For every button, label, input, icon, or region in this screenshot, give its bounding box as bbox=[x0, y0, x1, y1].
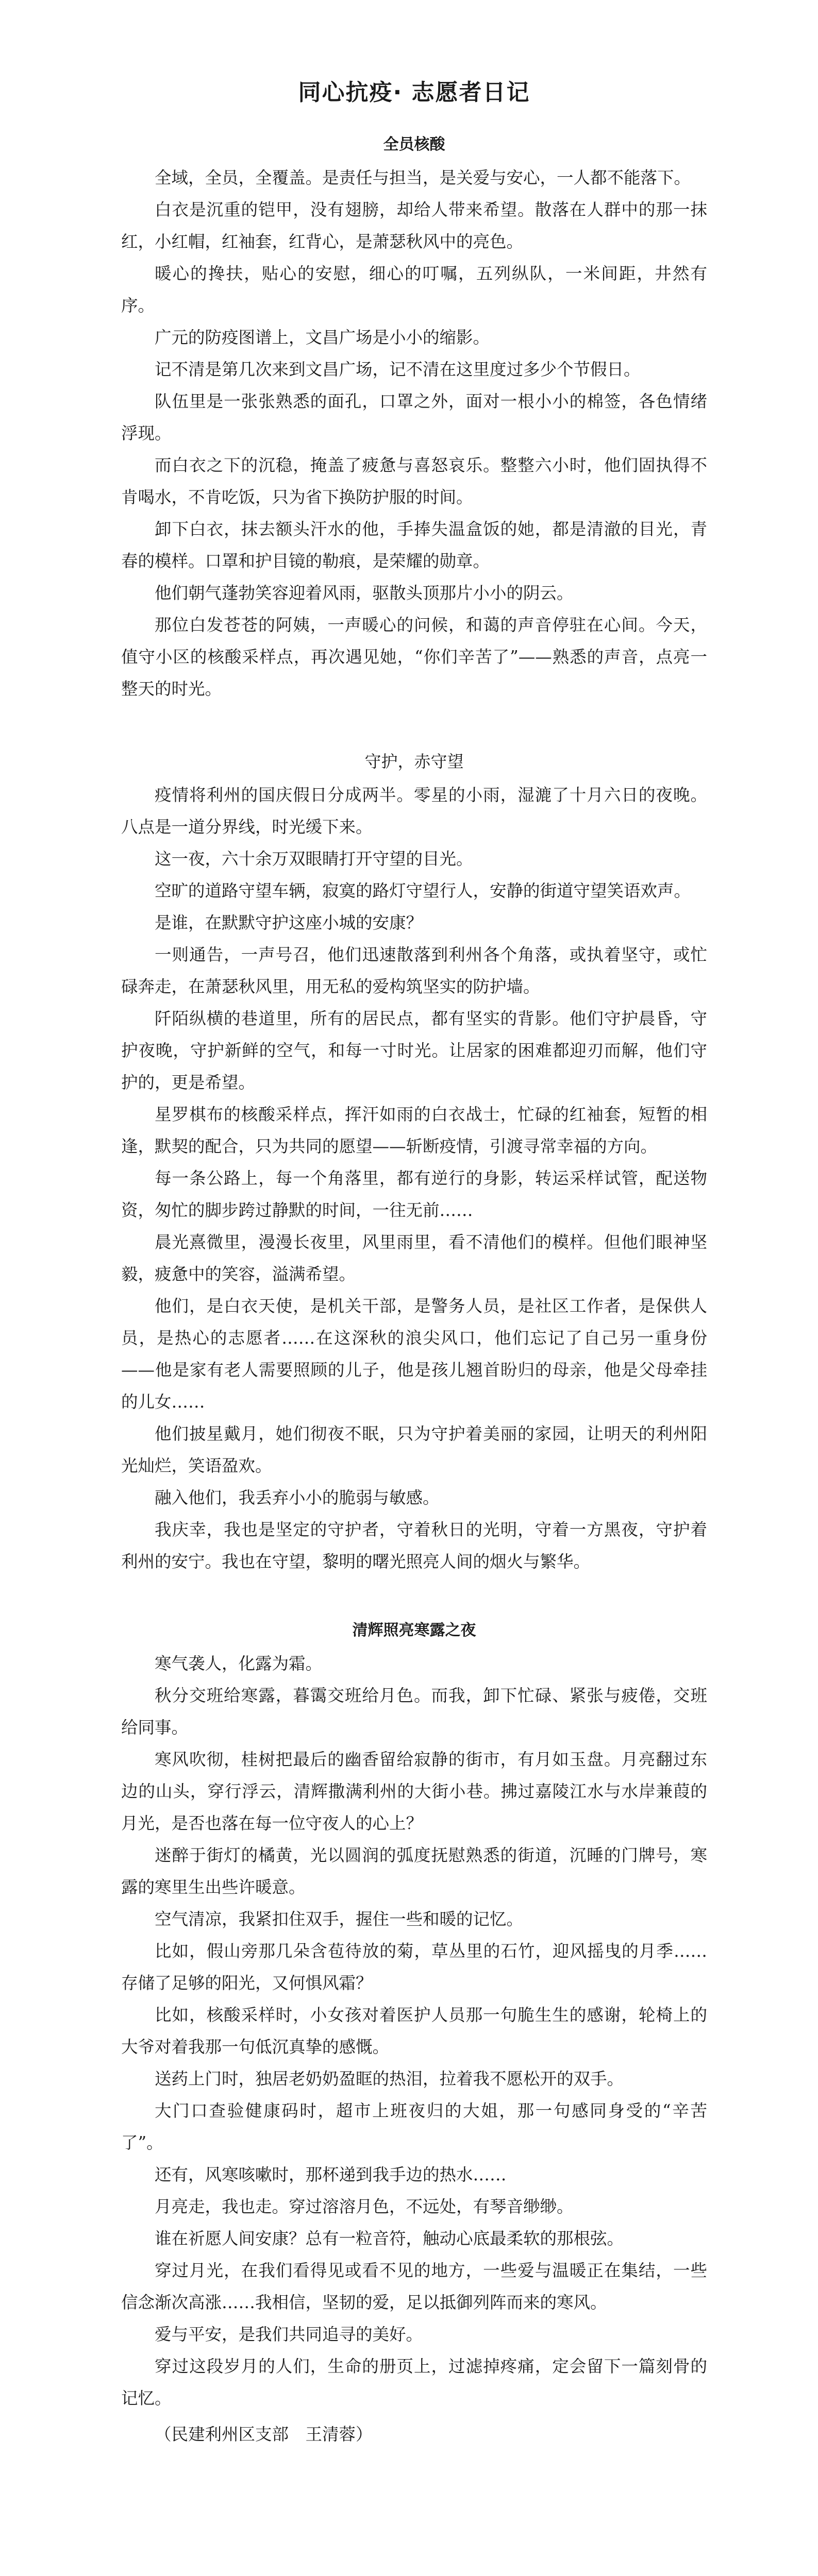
paragraph: 卸下白衣，抹去额头汗水的他，手捧失温盒饭的她，都是清澈的目光，青春的模样。口罩和护目镜的勒痕，是荣耀的勋章。 bbox=[121, 519, 707, 571]
paragraph: 队伍里是一张张熟悉的面孔，口罩之外，面对一根小小的棉签，各色情绪浮现。 bbox=[121, 392, 707, 443]
paragraph: 全域，全员，全覆盖。是责任与担当，是关爱与安心，一人都不能落下。 bbox=[155, 168, 691, 188]
paragraph: 大门口查验健康码时，超市上班夜归的大姐，那一句感同身受的“辛苦了”。 bbox=[121, 2101, 707, 2153]
paragraph: 寒气袭人，化露为霜。 bbox=[155, 1654, 323, 1673]
paragraph: 比如，假山旁那几朵含苞待放的菊，草丛里的石竹，迎风摇曳的月季……存储了足够的阳光，又何惧风霜？ bbox=[121, 1941, 707, 1993]
author-signature: （民建利州区支部 王清蓉） bbox=[155, 2425, 373, 2444]
paragraph: 记不清是第几次来到文昌广场，记不清在这里度过多少个节假日。 bbox=[155, 360, 641, 379]
paragraph: 寒风吹彻，桂树把最后的幽香留给寂静的街市，有月如玉盘。月亮翻过东边的山头，穿行浮云，清辉撒满利州的大街小巷。拂过嘉陵江水与水岸兼葭的月光，是否也落在每一位守夜人的心上？ bbox=[121, 1750, 707, 1833]
paragraph: 广元的防疫图谱上，文昌广场是小小的缩影。 bbox=[155, 328, 490, 347]
paragraph: 穿过这段岁月的人们，生命的册页上，过滤掉疼痛，定会留下一篇刻骨的记忆。 bbox=[121, 2357, 707, 2408]
paragraph: 一则通告，一声号召，他们迅速散落到利州各个角落，或执着坚守，或忙碌奔走，在萧瑟秋风里，用无私的爱构筑坚实的防护墙。 bbox=[121, 945, 707, 996]
section-heading: 全员核酸 bbox=[383, 135, 445, 154]
paragraph: 月亮走，我也走。穿过溶溶月色，不远处，有琴音缈缈。 bbox=[155, 2197, 574, 2216]
article-section bbox=[121, 133, 707, 705]
paragraph: 迷醉于街灯的橘黄，光以圆润的弧度抚慰熟悉的街道，沉睡的门牌号，寒露的寒里生出些许暖意。 bbox=[121, 1845, 707, 1897]
paragraph: 融入他们，我丢弃小小的脆弱与敏感。 bbox=[155, 1488, 440, 1507]
section-heading: 清辉照亮寒露之夜 bbox=[352, 1621, 476, 1639]
article-section bbox=[121, 1619, 707, 2414]
article-section bbox=[121, 746, 707, 1578]
paragraph: 这一夜，六十余万双眼睛打开守望的目光。 bbox=[155, 849, 473, 869]
paragraph: 还有，风寒咳嗽时，那杯递到我手边的热水…… bbox=[155, 2165, 507, 2184]
paragraph: 每一条公路上，每一个角落里，都有逆行的身影，转运采样试管，配送物资，匆忙的脚步跨过静默的时间，一往无前…… bbox=[121, 1168, 707, 1220]
article-body bbox=[121, 133, 707, 2414]
paragraph: 他们，是白衣天使，是机关干部，是警务人员，是社区工作者，是保供人员，是热心的志愿者……在这深秋的浪尖风口，他们忘记了自己另一重身份——他是家有老人需要照顾的儿子，他是孩儿翘首盼归的母亲，他是父母牵挂的儿女…… bbox=[121, 1296, 707, 1412]
paragraph: 空旷的道路守望车辆，寂寞的路灯守望行人，安静的街道守望笑语欢声。 bbox=[155, 881, 691, 901]
paragraph: 爱与平安，是我们共同追寻的美好。 bbox=[155, 2325, 423, 2344]
paragraph: 他们披星戴月，她们彻夜不眠，只为守护着美丽的家园，让明天的利州阳光灿烂，笑语盈欢。 bbox=[121, 1424, 707, 1476]
section-subheading: 守护，赤守望 bbox=[364, 752, 464, 771]
paragraph: 星罗棋布的核酸采样点，挥汗如雨的白衣战士，忙碌的红袖套，短暂的相逢，默契的配合，只为共同的愿望——斩断疫情，引渡寻常幸福的方向。 bbox=[121, 1105, 707, 1156]
paragraph: 比如，核酸采样时，小女孩对着医护人员那一句脆生生的感谢，轮椅上的大爷对着我那一句低沉真挚的感慨。 bbox=[121, 2005, 707, 2057]
paragraph: 暖心的搀扶，贴心的安慰，细心的叮嘱，五列纵队，一米间距，井然有序。 bbox=[121, 264, 707, 315]
paragraph: 谁在祈愿人间安康？总有一粒音符，触动心底最柔软的那根弦。 bbox=[155, 2229, 624, 2248]
paragraph: 是谁，在默默守护这座小城的安康？ bbox=[155, 913, 423, 933]
article-title: 同心抗疫· 志愿者日记 bbox=[298, 79, 530, 106]
paragraph: 晨光熹微里，漫漫长夜里，风里雨里，看不清他们的模样。但他们眼神坚毅，疲惫中的笑容，溢满希望。 bbox=[121, 1232, 707, 1284]
paragraph: 他们朝气蓬勃笑容迎着风雨，驱散头顶那片小小的阴云。 bbox=[155, 583, 574, 603]
paragraph: 那位白发苍苍的阿姨，一声暖心的问候，和蔼的声音停驻在心间。今天，值守小区的核酸采样点，再次遇见她，“你们辛苦了”——熟悉的声音，点亮一整天的时光。 bbox=[121, 615, 707, 699]
paragraph: 秋分交班给寒露，暮霭交班给月色。而我，卸下忙碌、紧张与疲倦，交班给同事。 bbox=[121, 1686, 707, 1737]
paragraph: 送药上门时，独居老奶奶盈眶的热泪，拉着我不愿松开的双手。 bbox=[155, 2069, 624, 2089]
paragraph: 空气清凉，我紧扣住双手，握住一些和暖的记忆。 bbox=[155, 1909, 524, 1929]
paragraph: 疫情将利州的国庆假日分成两半。零星的小雨，湿漉了十月六日的夜晚。八点是一道分界线，时光缓下来。 bbox=[121, 785, 707, 837]
paragraph: 而白衣之下的沉稳，掩盖了疲惫与喜怒哀乐。整整六小时，他们固执得不肯喝水，不肯吃饭，只为省下换防护服的时间。 bbox=[121, 455, 707, 507]
paragraph: 我庆幸，我也是坚定的守护者，守着秋日的光明，守着一方黑夜，守护着利州的安宁。我也在守望，黎明的曙光照亮人间的烟火与繁华。 bbox=[121, 1520, 707, 1571]
paragraph: 穿过月光，在我们看得见或看不见的地方，一些爱与温暖正在集结，一些信念渐次高涨……我相信，坚韧的爱，足以抵御列阵而来的寒风。 bbox=[121, 2261, 707, 2312]
paragraph: 白衣是沉重的铠甲，没有翅膀，却给人带来希望。散落在人群中的那一抹红，小红帽，红袖套，红背心，是萧瑟秋风中的亮色。 bbox=[121, 200, 707, 251]
paragraph: 阡陌纵横的巷道里，所有的居民点，都有坚实的背影。他们守护晨昏，守护夜晚，守护新鲜的空气，和每一寸时光。让居家的困难都迎刃而解，他们守护的，更是希望。 bbox=[121, 1009, 707, 1092]
